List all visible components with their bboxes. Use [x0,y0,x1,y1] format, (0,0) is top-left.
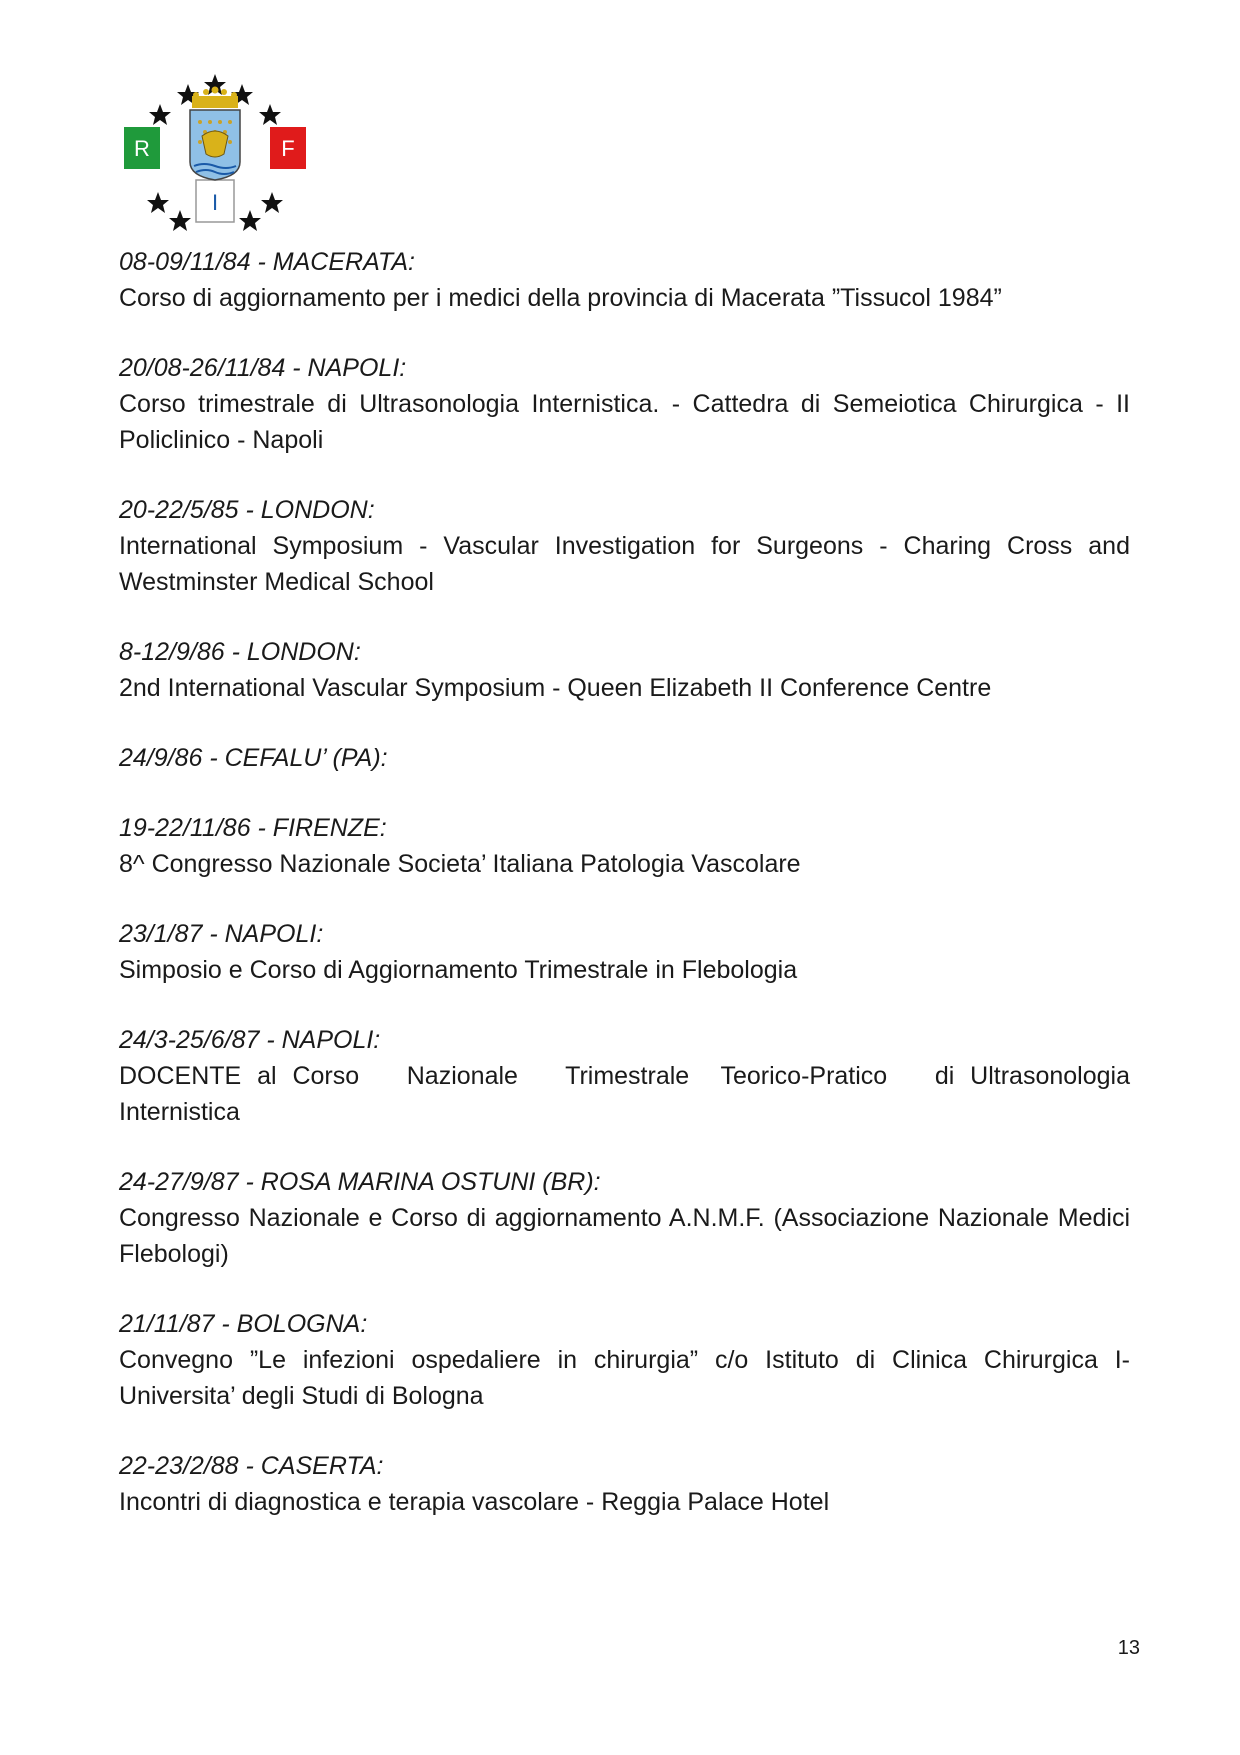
star-icon [149,104,171,125]
event-description: International Symposium - Vascular Investigation for Surgeons - Charing Cross and Westminster Medical School [119,532,1130,596]
event-date-location: 24/9/86 - CEFALU’ (PA): [119,744,388,772]
crown-icon [192,87,238,109]
event-entry [119,810,1130,882]
event-date-location: 23/1/87 - NAPOLI: [119,920,324,948]
event-description: Corso trimestrale di Ultrasonologia Internistica. - Cattedra di Semeiotica Chirurgica - II Policlinico - Napoli [119,390,1130,454]
event-date-location: 8-12/9/86 - LONDON: [119,638,361,666]
event-date-location: 20-22/5/85 - LONDON: [119,496,375,524]
event-date-location: 22-23/2/88 - CASERTA: [119,1452,384,1480]
rfi-logo [118,72,312,237]
logo-letter-f: F [281,136,295,161]
event-date-location: 21/11/87 - BOLOGNA: [119,1310,368,1338]
event-entry [119,916,1130,988]
event-description: Incontri di diagnostica e terapia vascolare - Reggia Palace Hotel [119,1488,830,1516]
event-date-location: 24/3-25/6/87 - NAPOLI: [119,1026,381,1054]
star-icon [261,192,283,213]
event-date-location: 08-09/11/84 - MACERATA: [119,248,415,276]
event-entry [119,350,1130,458]
logo-letter-r: R [134,136,150,161]
coat-of-arms-shield-icon [190,110,240,180]
logo-letter-i: I [211,190,219,215]
event-entry [119,1306,1130,1414]
star-icon [259,104,281,125]
event-entry [119,244,1130,316]
event-description: Simposio e Corso di Aggiornamento Trimestrale in Flebologia [119,956,798,984]
event-date-location: 20/08-26/11/84 - NAPOLI: [119,354,407,382]
star-icon [239,210,261,231]
event-entry [119,492,1130,600]
event-date-location: 24-27/9/87 - ROSA MARINA OSTUNI (BR): [119,1168,601,1196]
event-entry [119,1022,1137,1130]
event-description: 8^ Congresso Nazionale Societa’ Italiana Patologia Vascolare [119,850,801,878]
event-entry [119,1448,1130,1520]
document-content [119,244,1137,1554]
event-date-location: 19-22/11/86 - FIRENZE: [119,814,387,842]
event-description: Congresso Nazionale e Corso di aggiornamento A.N.M.F. (Associazione Nazionale Medici Flebologi) [119,1204,1130,1268]
event-entry [119,1164,1130,1272]
r-box [124,127,160,169]
page-number: 13 [1117,1637,1140,1659]
i-box [196,180,234,222]
event-description: 2nd International Vascular Symposium - Queen Elizabeth II Conference Centre [119,674,992,702]
event-description: Corso di aggiornamento per i medici della provincia di Macerata ”Tissucol 1984” [119,284,1002,312]
f-box [270,127,306,169]
event-description: DOCENTE al Corso Nazionale Trimestrale Teorico-Pratico di Ultrasonologia Internistica [119,1062,1137,1126]
star-icon [147,192,169,213]
event-entry [119,740,1130,776]
event-entry [119,634,1130,706]
star-icon [169,210,191,231]
event-description: Convegno ”Le infezioni ospedaliere in chirurgia” c/o Istituto di Clinica Chirurgica I-Universita’ degli Studi di Bologna [119,1346,1130,1410]
